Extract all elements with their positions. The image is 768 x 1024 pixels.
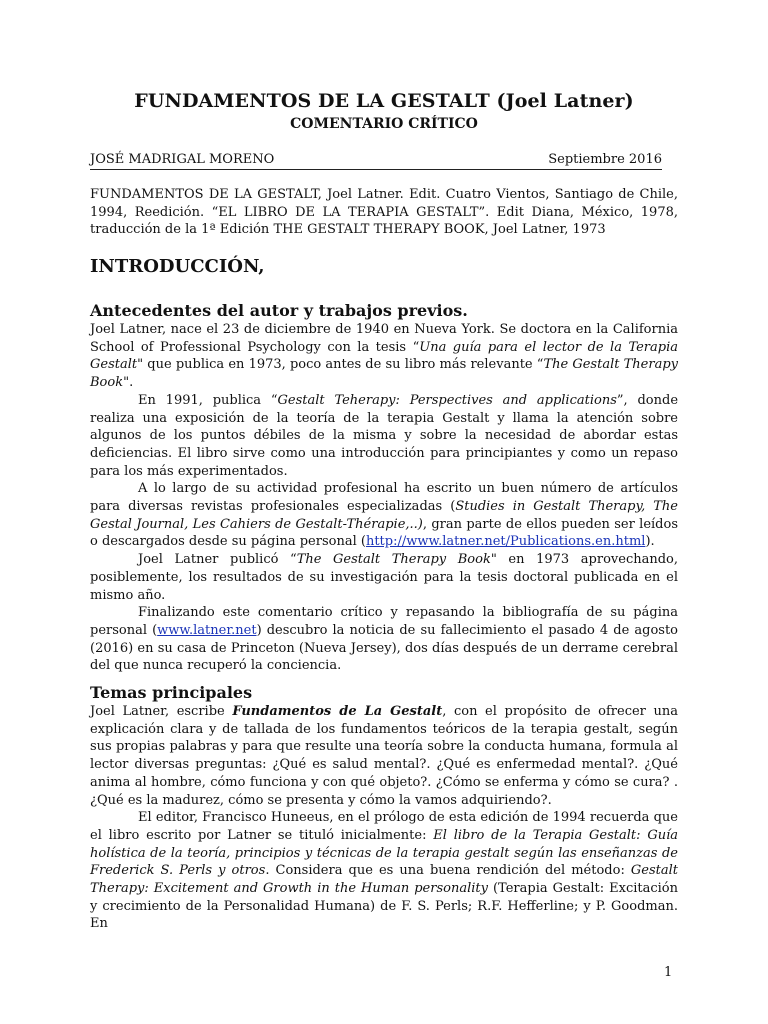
section2-heading: Temas principales <box>90 683 253 702</box>
document-subtitle: COMENTARIO CRÍTICO <box>290 116 478 132</box>
section1-body <box>90 321 678 675</box>
section1-paragraph-2: En 1991, publica “Gestalt Teherapy: Perspectives and applications”, donde realiza una exposición de la teoría de la terapia Gestalt y llama la atención sobre algunos de los puntos débiles de la misma y sobre la necesidad de abordar estas deficiencias. El libro sirve como una introducción para principiantes y como un repaso para los más experimentados. <box>90 392 679 479</box>
section1-paragraph-1: Joel Latner, nace el 23 de diciembre de 1940 en Nueva York. Se doctora en la California School of Professional Psychology con la tesis “Una guía para el lector de la Terapia Gestalt" que publica en 1973, poco antes de su libro más relevante “The Gestalt Therapy Book". <box>90 322 678 391</box>
reference-text: FUNDAMENTOS DE LA GESTALT, Joel Latner. Edit. Cuatro Vientos, Santiago de Chile, 1994, Reedición. “EL LIBRO DE LA TERAPIA GESTALT”. Edit Diana, México, 1978, traducción de la 1ª Edición THE GESTALT THERAPY BOOK, Joel Latner, 1973 <box>90 187 678 238</box>
section1-paragraph-4: Joel Latner publicó “The Gestalt Therapy Book" en 1973 aprovechando, posiblemente, los resultados de su investigación para la tesis doctoral publicada en el mismo año. <box>90 552 678 603</box>
section1-heading: Antecedentes del autor y trabajos previos. <box>90 301 468 320</box>
latner-site-link[interactable]: www.latner.net <box>157 622 257 638</box>
document-date: Septiembre 2016 <box>548 152 662 167</box>
section2-paragraph-2: El editor, Francisco Huneeus, en el prólogo de esta edición de 1994 recuerda que el libro escrito por Latner se tituló inicialmente: El libro de la Terapia Gestalt: Guía holística de la teoría, principios y técnicas de la terapia gestalt según las enseñanzas de Frederick S. Perls y otros. Considera que es una buena rendición del método: Gestalt Therapy: Excitement and Growth in the Human personality (Terapia Gestalt: Excitación y crecimiento de la Personalidad Humana) de F. S. Perls; R.F. Hefferline; y P. Goodman. En <box>90 810 678 932</box>
section1-paragraph-5: Finalizando este comentario crítico y repasando la bibliografía de su página personal (www.latner.net) descubro la noticia de su fallecimiento el pasado 4 de agosto (2016) en su casa de Princeton (Nueva Jersey), dos días después de un derrame cerebral del que nunca recuperó la conciencia. <box>90 605 678 674</box>
section2-body <box>90 703 678 933</box>
section2-paragraph-1: Joel Latner, escribe Fundamentos de La Gestalt, con el propósito de ofrecer una explicación clara y de tallada de los fundamentos teóricos de la terapia gestalt, según sus propias palabras y para que resulte una teoría sobre la conducta humana, formula al lector diversas preguntas: ¿Qué es salud mental?. ¿Qué es enfermedad mental?. ¿Qué anima al hombre, cómo funciona y con qué objeto?. ¿Cómo se enferma y cómo se cura? . ¿Qué es la madurez, cómo se presenta y cómo la vamos adquiriendo?. <box>90 704 678 808</box>
byline <box>90 152 662 170</box>
section1-paragraph-3: A lo largo de su actividad profesional ha escrito un buen número de artículos para diversas revistas profesionales especializadas (Studies in Gestalt Therapy, The Gestal Journal, Les Cahiers de Gestalt-Thérapie,..), gran parte de ellos pueden ser leídos o descargados desde su página personal (http://www.latner.net/Publications.en.html). <box>90 481 679 550</box>
publications-link[interactable]: http://www.latner.net/Publications.en.html <box>365 534 646 550</box>
page-number: 1 <box>664 965 673 980</box>
author-name: JOSÉ MADRIGAL MORENO <box>90 152 275 167</box>
intro-heading: INTRODUCCIÓN, <box>90 256 265 277</box>
document-title: FUNDAMENTOS DE LA GESTALT (Joel Latner) <box>134 90 634 112</box>
bibliographic-reference <box>90 186 678 239</box>
